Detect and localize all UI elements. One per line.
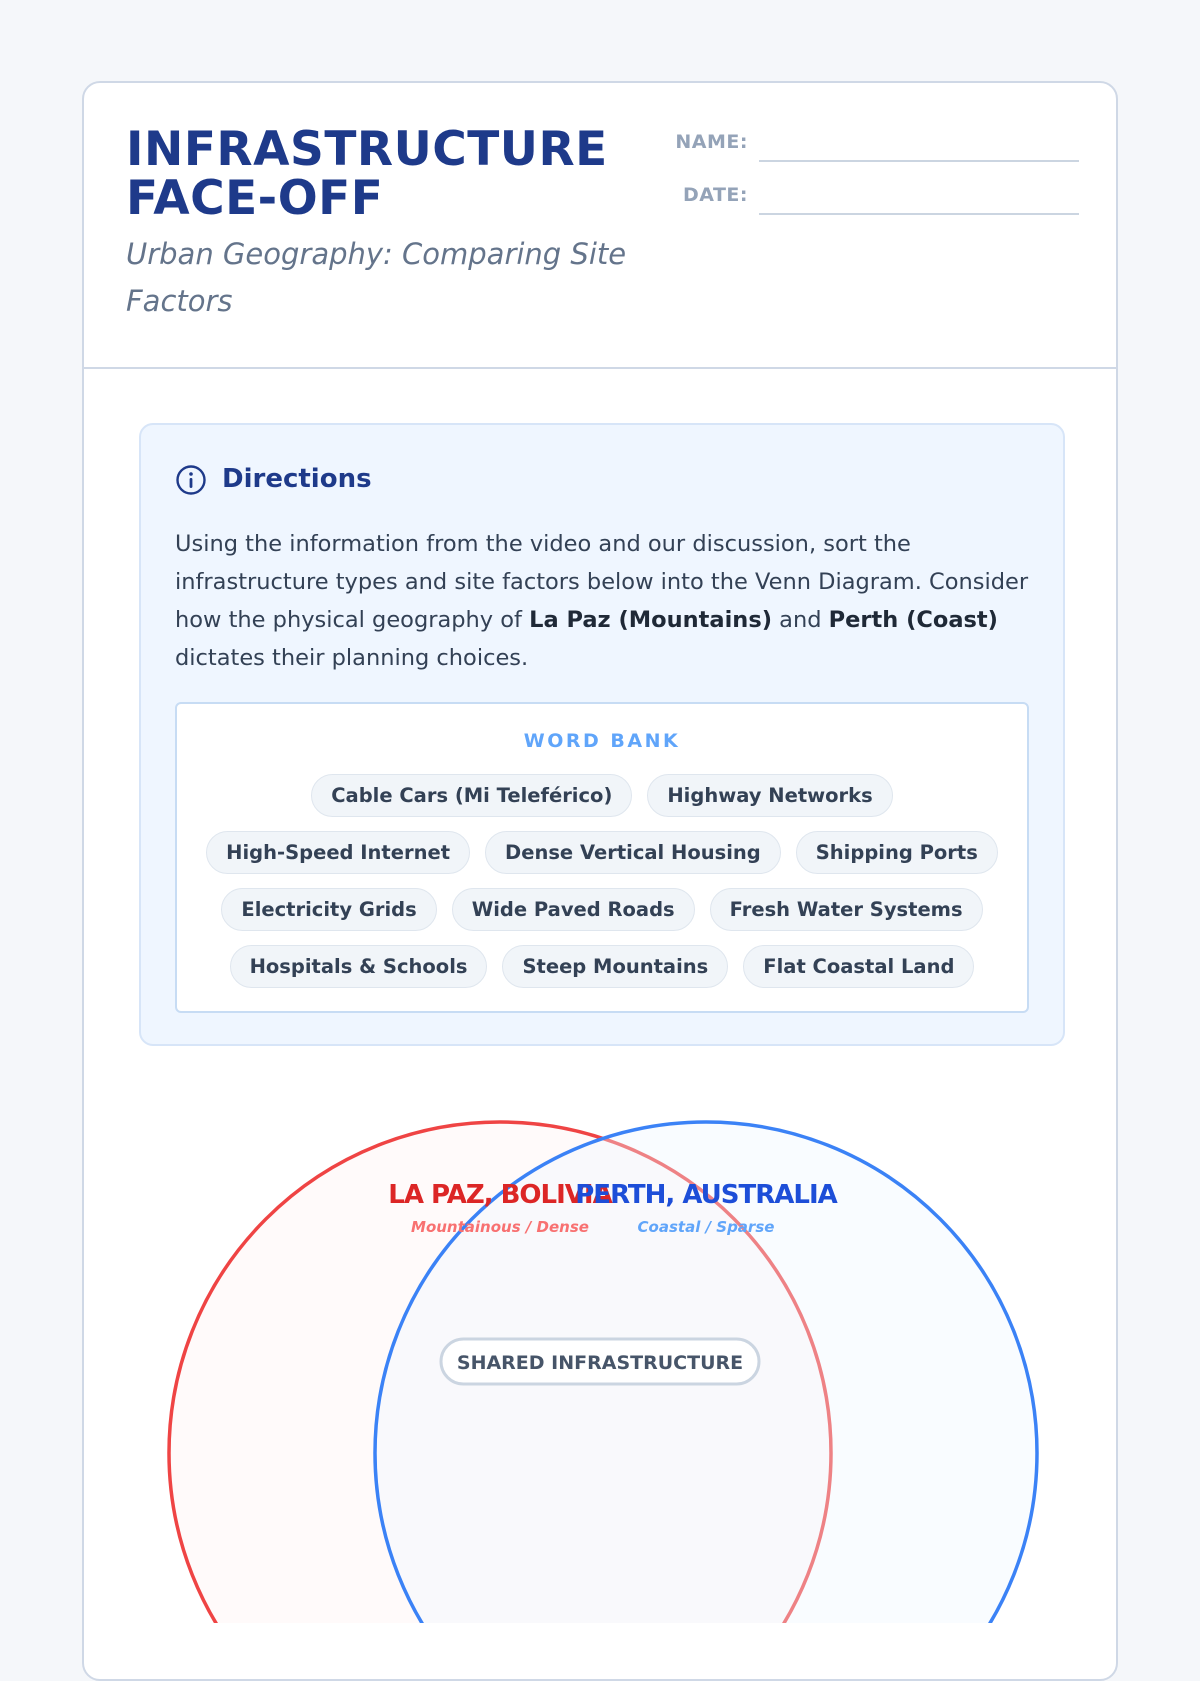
word-chip[interactable]: Flat Coastal Land bbox=[743, 945, 974, 988]
page-subtitle: Urban Geography: Comparing Site Factors bbox=[126, 237, 627, 318]
worksheet-header bbox=[84, 83, 1116, 369]
word-bank-title: WORD BANK bbox=[523, 730, 681, 752]
venn-title-perth: PERTH, AUSTRALIA bbox=[575, 1180, 837, 1210]
word-chip[interactable]: Steep Mountains bbox=[502, 945, 728, 988]
word-chip[interactable]: Cable Cars (Mi Teleférico) bbox=[311, 774, 632, 817]
name-label: NAME: bbox=[675, 131, 748, 153]
shared-infrastructure-label: SHARED INFRASTRUCTURE bbox=[456, 1352, 744, 1374]
directions-text-part: Using the information from the video and our discussion, sort the infrastructure types and site factors below into the Venn Diagram. Consider how the physical geography of bbox=[175, 531, 1029, 633]
venn-subtitle-perth: Coastal / Sparse bbox=[637, 1218, 775, 1236]
directions-text bbox=[175, 525, 1035, 677]
venn-subtitle-la-paz: Mountainous / Dense bbox=[411, 1218, 589, 1236]
word-bank-chips bbox=[197, 774, 1007, 988]
directions-text-part: dictates their planning choices. bbox=[175, 645, 529, 671]
title-line-1: INFRASTRUCTURE bbox=[126, 122, 608, 177]
title-line-2: FACE-OFF bbox=[126, 171, 384, 226]
word-chip[interactable]: Fresh Water Systems bbox=[710, 888, 983, 931]
venn-diagram bbox=[84, 1103, 1118, 1623]
word-chip[interactable]: Hospitals & Schools bbox=[230, 945, 488, 988]
date-label: DATE: bbox=[682, 184, 748, 206]
venn-title-la-paz: LA PAZ, BOLIVIA bbox=[388, 1180, 612, 1210]
word-chip[interactable]: Shipping Ports bbox=[796, 831, 998, 874]
word-chip[interactable]: High-Speed Internet bbox=[206, 831, 470, 874]
page-title bbox=[126, 122, 646, 226]
word-chip[interactable]: Highway Networks bbox=[647, 774, 892, 817]
date-field[interactable] bbox=[759, 213, 1079, 215]
city-perth-emphasis: Perth (Coast) bbox=[828, 607, 998, 633]
word-chip[interactable]: Dense Vertical Housing bbox=[485, 831, 781, 874]
directions-text-part: and bbox=[772, 607, 829, 633]
city-la-paz-emphasis: La Paz (Mountains) bbox=[529, 607, 772, 633]
info-icon bbox=[175, 464, 207, 496]
word-chip[interactable]: Electricity Grids bbox=[221, 888, 436, 931]
directions-box bbox=[139, 423, 1065, 1046]
word-bank bbox=[175, 702, 1029, 1013]
word-chip[interactable]: Wide Paved Roads bbox=[452, 888, 695, 931]
name-field[interactable] bbox=[759, 160, 1079, 162]
directions-title: Directions bbox=[222, 464, 372, 494]
worksheet-card bbox=[82, 81, 1118, 1681]
